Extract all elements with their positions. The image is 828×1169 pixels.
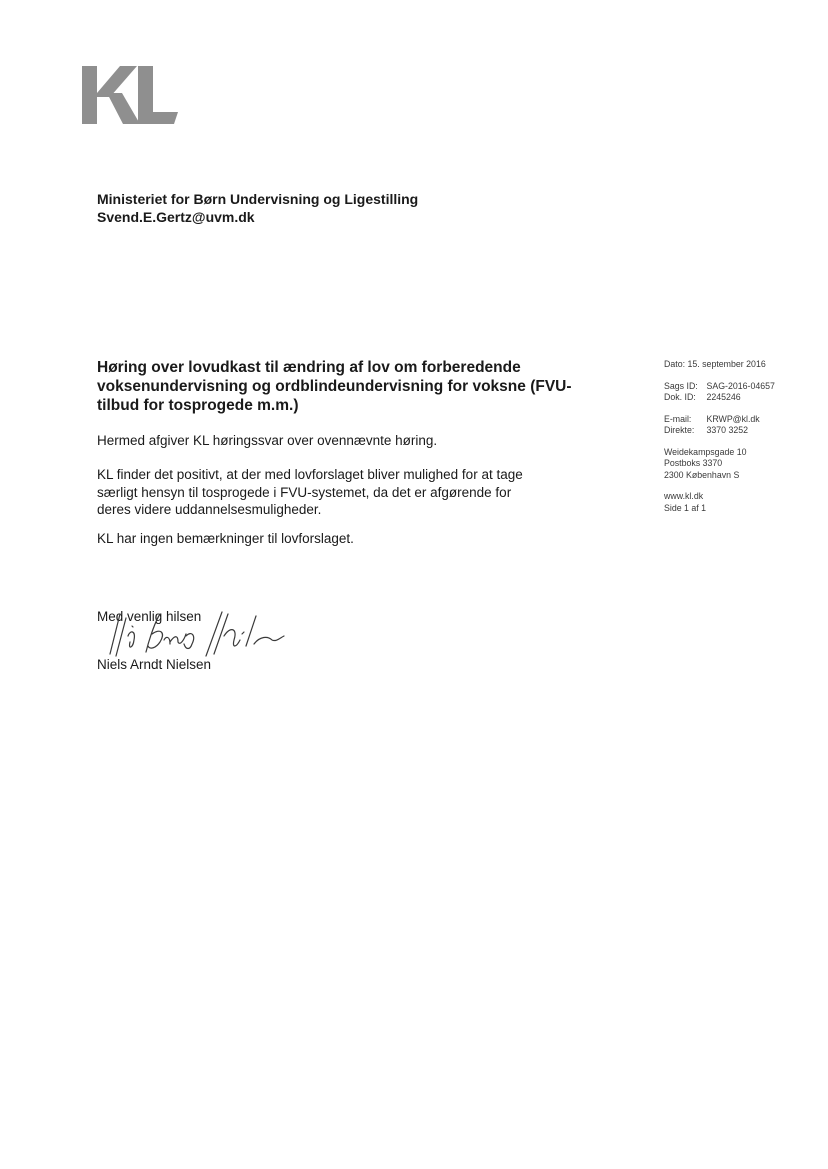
case-id-value: SAG-2016-04657 — [706, 380, 775, 391]
body-line: KL har ingen bemærkninger til lovforslaget. — [97, 531, 354, 546]
body-line: KL finder det positivt, at der med lovforslaget bliver mulighed for at tage — [97, 467, 523, 482]
body-line: særligt hensyn til tosprogede i FVU-systemet, da det er afgørende for — [97, 484, 512, 500]
direct-phone-label: Direkte: — [664, 425, 695, 435]
recipient-name: Ministeriet for Børn Undervisning og Ligestilling — [97, 191, 419, 207]
case-id-row — [664, 381, 775, 393]
doc-id-row — [664, 392, 775, 404]
direct-phone-value: 3370 3252 — [706, 425, 749, 435]
subject-line: tilbud for tosprogede m.m.) — [97, 397, 299, 414]
doc-id-value: 2245246 — [706, 392, 741, 402]
signer-name: Niels Arndt Nielsen — [97, 657, 212, 672]
date-label: Dato: — [664, 359, 686, 369]
address-line: Postboks 3370 — [664, 458, 723, 468]
body-line: deres videre uddannelsesmuligheder. — [97, 502, 322, 517]
address-line: Weidekampsgade 10 — [664, 446, 747, 457]
address-line: 2300 København S — [664, 469, 740, 480]
email-label: E-mail: — [664, 413, 692, 424]
body-line: Hermed afgiver KL høringssvar over ovennævnte høring. — [97, 433, 438, 448]
recipient-email: Svend.E.Gertz@uvm.dk — [97, 209, 255, 225]
email-row — [664, 414, 775, 426]
kl-logo — [82, 66, 182, 128]
direct-phone-row — [664, 425, 775, 437]
website: www.kl.dk — [664, 491, 704, 501]
subject-line: voksenundervisning og ordblindeundervisning for voksne (FVU- — [97, 378, 572, 395]
page-number: Side 1 af 1 — [664, 502, 707, 513]
recipient-block — [97, 190, 418, 226]
case-id-label: Sags ID: — [664, 380, 698, 391]
doc-id-label: Dok. ID: — [664, 392, 696, 402]
date-row — [664, 359, 775, 371]
email-value: KRWP@kl.dk — [706, 413, 760, 424]
body-paragraph-3 — [97, 530, 577, 548]
body-paragraph-2 — [97, 466, 577, 519]
date-value: 15. september 2016 — [687, 359, 766, 369]
closing-greeting: Med venlig hilsen — [97, 609, 202, 624]
subject-line: Høring over lovudkast til ændring af lov om forberedende — [97, 359, 521, 376]
body-paragraph-1 — [97, 432, 577, 450]
letter-subject — [97, 358, 572, 415]
sidebar-metadata — [664, 359, 775, 524]
